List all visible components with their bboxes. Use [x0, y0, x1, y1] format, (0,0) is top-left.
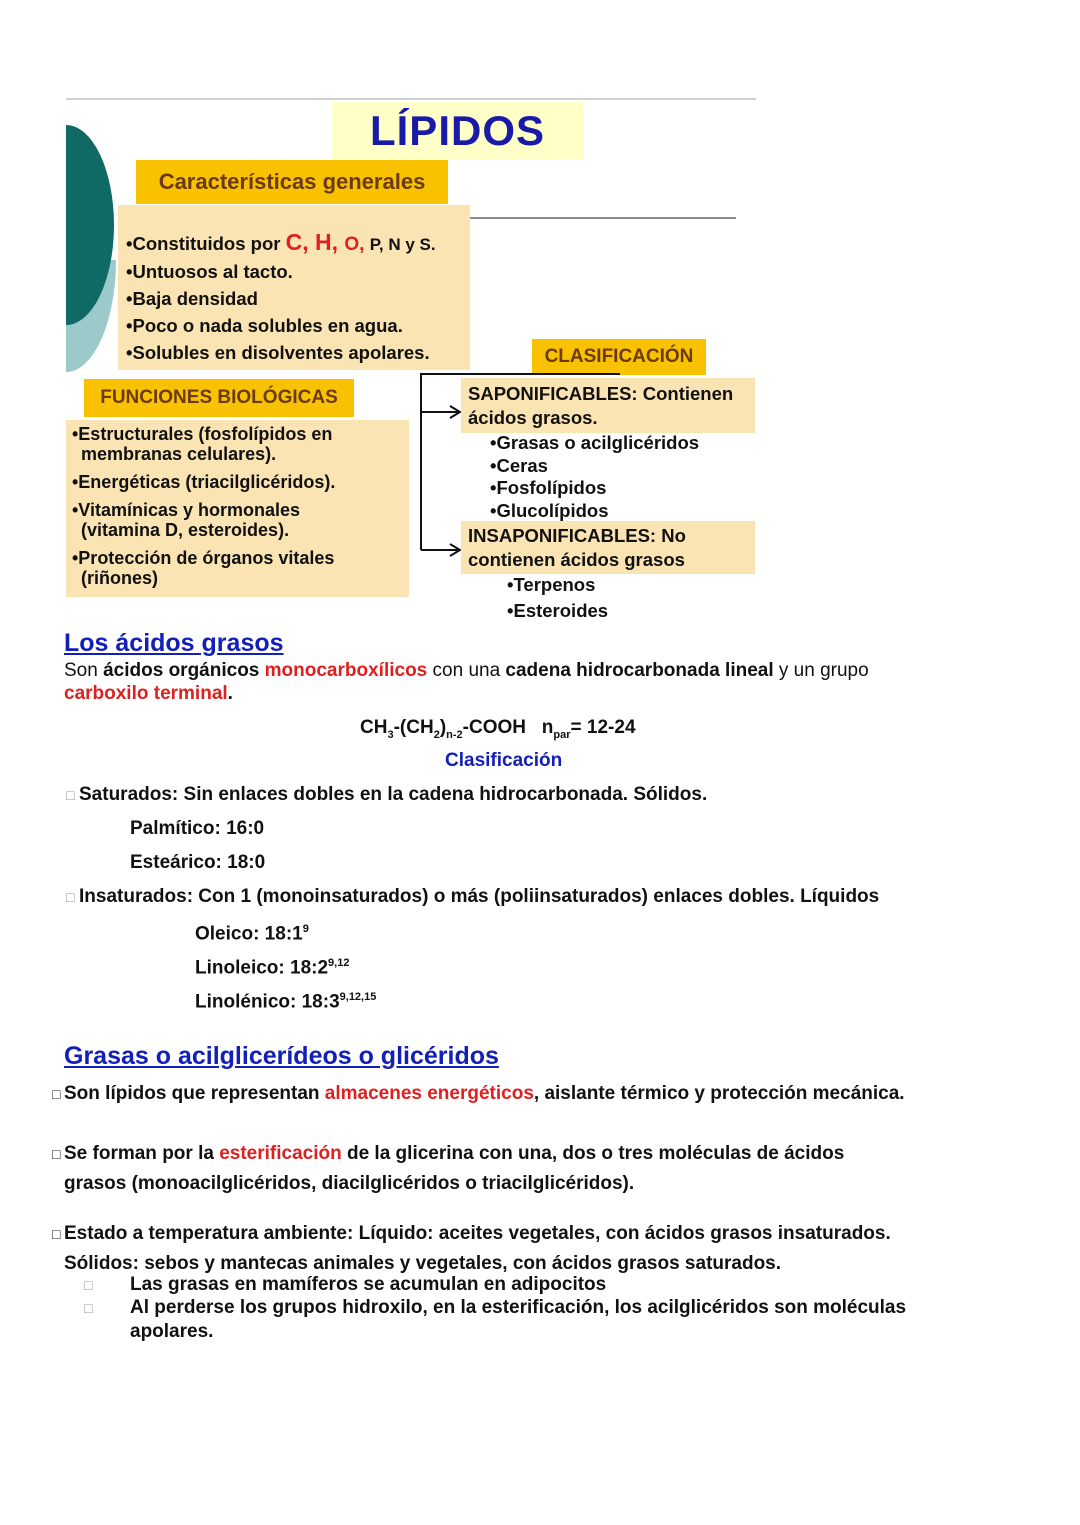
- grasas-paragraph-2: □ Se forman por la esterificación de la glicerina con una, dos o tres moléculas de ácidos grasos (monoacilglicéridos, diacilglicéridos o triacilglicéridos).: [52, 1139, 844, 1199]
- caracteristica-item: •Solubles en disolventes apolares.: [126, 342, 430, 363]
- clasificacion-label: Clasificación: [445, 750, 563, 771]
- checkbox-bullet-icon: □: [66, 787, 75, 803]
- funciones-box: [66, 420, 409, 597]
- caracteristica-item: •Untuosos al tacto.: [126, 261, 293, 282]
- saturado-example: Esteárico: 18:0: [130, 852, 266, 873]
- saponificables-title: SAPONIFICABLES: Contienen: [468, 383, 734, 404]
- list-item: •Glucolípidos: [490, 499, 609, 521]
- grasas-subitem: □ Al perderse los grupos hidroxilo, en la esterificación, los acilglicéridos son moléculas apolares.: [84, 1297, 907, 1342]
- list-item: •Ceras: [490, 454, 548, 476]
- saturado-example: Palmítico: 16:0: [130, 818, 265, 839]
- classification-top-connector: [420, 373, 620, 375]
- saturados-item: □ Saturados: Sin enlaces dobles en la cadena hidrocarbonada. Sólidos.: [66, 784, 708, 805]
- checkbox-bullet-icon: □: [52, 1146, 61, 1162]
- grasas-heading: Grasas o acilglicerídeos o glicéridos: [64, 1042, 499, 1070]
- slide-divider-line: [470, 217, 736, 219]
- saponificables-box: [461, 378, 755, 433]
- checkbox-bullet-icon: □: [84, 1300, 93, 1316]
- insaturados-item: □ Insaturados: Con 1 (monoinsaturados) o más (poliinsaturados) enlaces dobles. Líquidos: [66, 886, 880, 907]
- caracteristica-item: •Constituidos por C, H, O, P, N y S.: [126, 229, 436, 255]
- insaponificables-desc: contienen ácidos grasos: [468, 549, 685, 570]
- list-item: •Grasas o acilglicéridos: [490, 432, 700, 453]
- clasificacion-heading: CLASIFICACIÓN: [532, 339, 706, 375]
- acidos-grasos-intro: Son ácidos orgánicos monocarboxílicos con una cadena hidrocarbonada lineal y un grupo carboxilo terminal.: [64, 660, 869, 704]
- caracteristicas-box: [118, 205, 470, 370]
- insaponificables-title: INSAPONIFICABLES: No: [468, 525, 686, 546]
- list-item: •Terpenos: [507, 574, 596, 595]
- checkbox-bullet-icon: □: [84, 1277, 93, 1293]
- slide-title-box: [332, 102, 583, 160]
- list-item: •Esteroides: [507, 600, 609, 621]
- slide-top-rule: [66, 98, 756, 100]
- checkbox-bullet-icon: □: [66, 889, 75, 905]
- grasas-paragraph-3: □ Estado a temperatura ambiente: Líquido: aceites vegetales, con ácidos grasos insaturados. Sólidos: sebos y mantecas animales y vegetales, con ácidos grasos saturados.: [52, 1219, 891, 1279]
- insaturado-example: Oleico: $18:1^9$: [195, 923, 309, 945]
- caracteristica-item: •Poco o nada solubles en agua.: [126, 315, 403, 336]
- slide-title: LÍPIDOS: [369, 107, 546, 154]
- funcion-item: •Vitamínicas y hormonales (vitamina D, esteroides).: [72, 500, 301, 540]
- funcion-item: •Protección de órganos vitales (riñones): [72, 548, 335, 588]
- grasas-paragraph-1: □ Son lípidos que representan almacenes energéticos, aislante térmico y protección mecánica.: [52, 1083, 905, 1104]
- checkbox-bullet-icon: □: [52, 1086, 61, 1102]
- caracteristica-item: •Baja densidad: [126, 288, 258, 309]
- insaturado-example: Linolénico: 18:3$^{9,12,15}$: [195, 991, 377, 1013]
- funcion-item: •Estructurales (fosfolípidos en membranas celulares).: [72, 424, 333, 464]
- saponificables-desc: ácidos grasos.: [468, 407, 598, 428]
- caracteristicas-heading: Características generales: [136, 160, 448, 204]
- saponificables-list: [490, 432, 699, 522]
- insaturado-example: Linoleico: 18:2$^{9,12}$: [195, 957, 350, 979]
- insaponificables-list: [507, 572, 608, 624]
- funciones-heading: FUNCIONES BIOLÓGICAS: [84, 379, 354, 417]
- acidos-grasos-heading: Los ácidos grasos: [64, 629, 284, 657]
- checkbox-bullet-icon: □: [52, 1226, 61, 1242]
- insaponificables-box: [461, 521, 755, 574]
- fatty-acid-formula: $CH_3-(CH_2)_{n-2}$-COOH $n_{par}= 12-24$: [360, 717, 636, 741]
- funcion-item: •Energéticas (triacilglicéridos).: [72, 472, 336, 492]
- grasas-subitem: □ Las grasas en mamíferos se acumulan en adipocitos: [84, 1274, 607, 1295]
- list-item: •Fosfolípidos: [490, 477, 607, 498]
